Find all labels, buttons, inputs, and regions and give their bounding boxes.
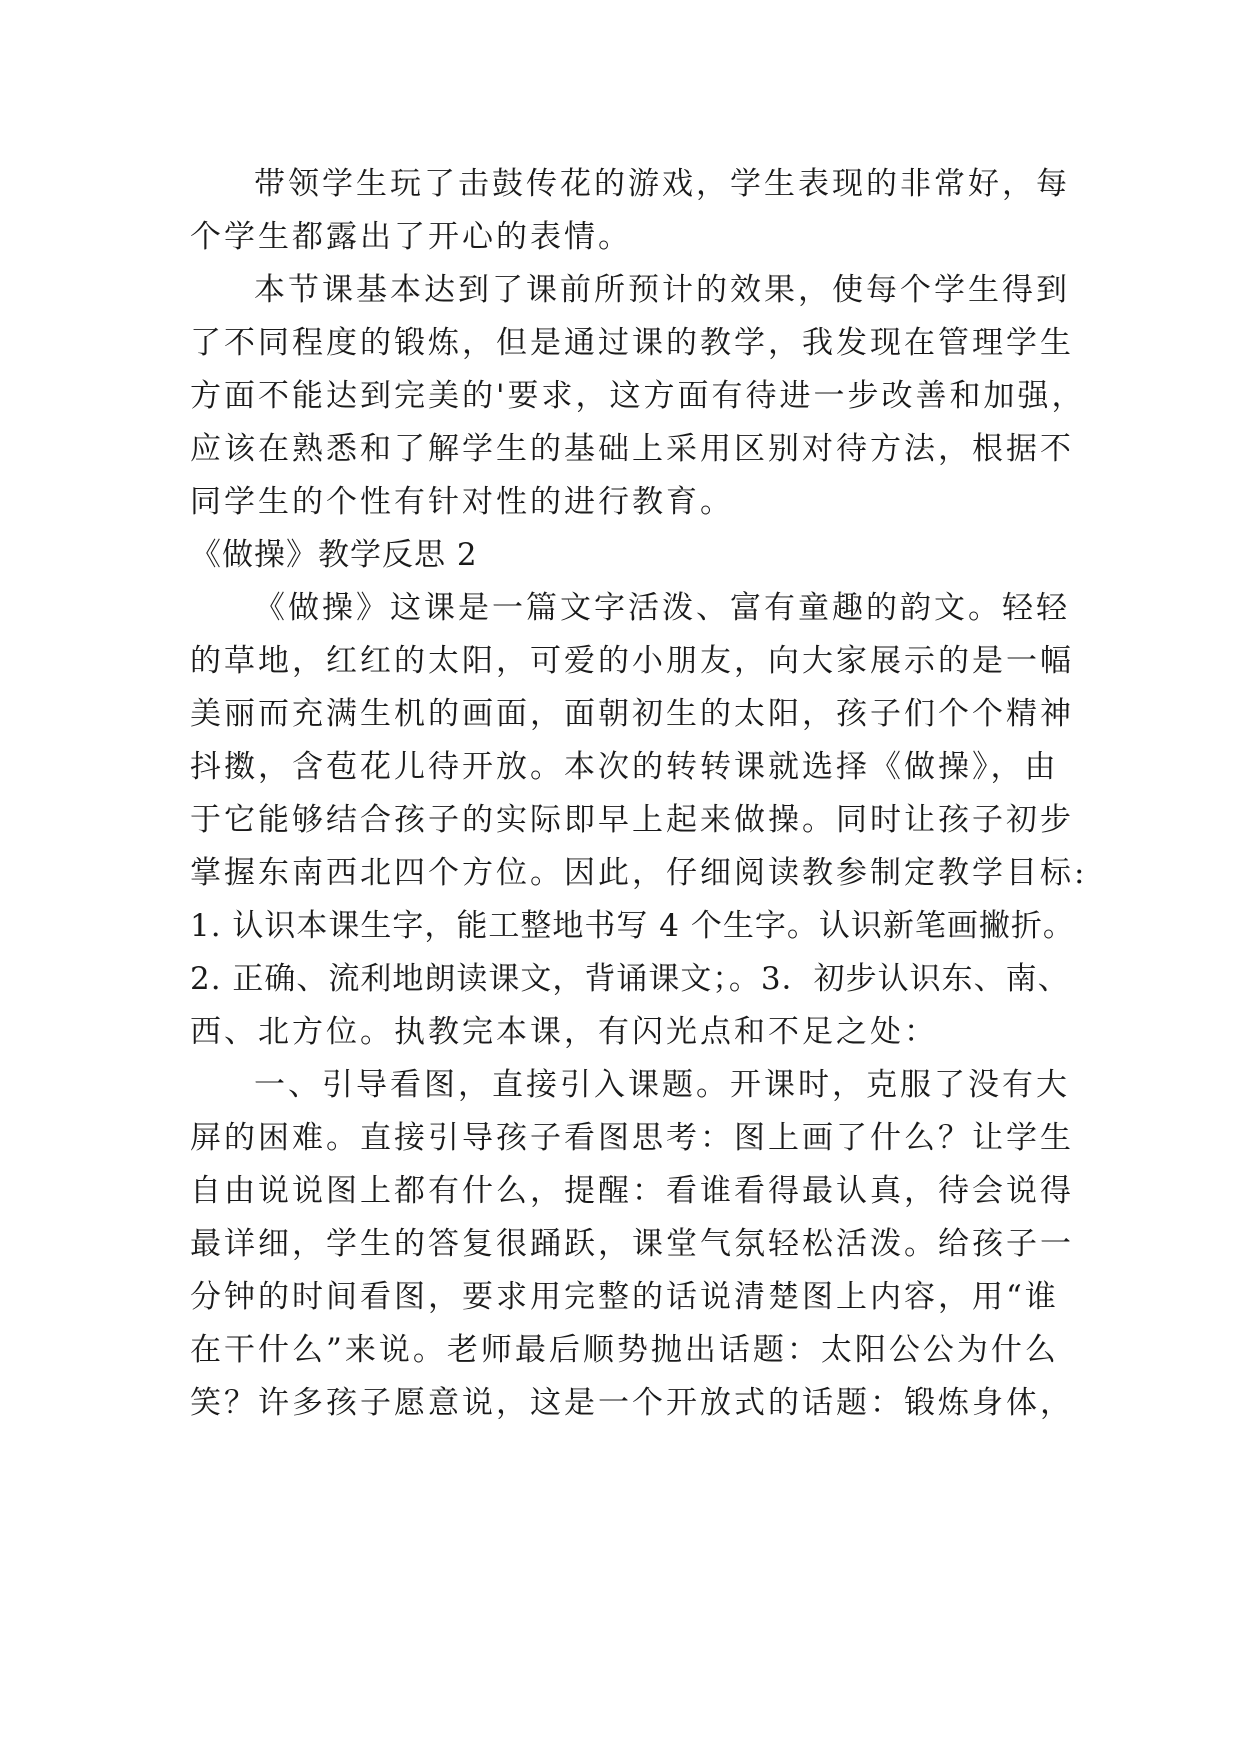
paragraph [190,582,1088,1059]
text-line: 笑？许多孩子愿意说，这是一个开放式的话题：锻炼身体， [190,1385,1074,1421]
text-line: 本节课基本达到了课前所预计的效果，使每个学生得到 [254,272,1070,308]
text-line: 西、北方位。执教完本课，有闪光点和不足之处： [190,1014,938,1050]
text-line: 最详细，学生的答复很踊跃，课堂气氛轻松活泼。给孩子一 [190,1226,1074,1262]
section-heading: 《做操》教学反思 2 [190,537,478,573]
text-line: 自由说说图上都有什么，提醒：看谁看得最认真，待会说得 [190,1173,1074,1209]
paragraph [190,264,1086,529]
paragraph [190,158,1070,264]
text-line: 在干什么”来说。老师最后顺势抛出话题：太阳公公为什么 [190,1332,1059,1368]
text-line: 方面不能达到完美的'要求，这方面有待进一步改善和加强， [190,378,1086,414]
text-line: 屏的困难。直接引导孩子看图思考：图上画了什么？让学生 [190,1120,1074,1156]
text-line: 掌握东南西北四个方位。因此，仔细阅读教参制定教学目标: [190,855,1088,891]
text-line: 了不同程度的锻炼，但是通过课的教学，我发现在管理学生 [190,325,1074,361]
text-line: 美丽而充满生机的画面，面朝初生的太阳，孩子们个个精神 [190,696,1074,732]
text-line: 《做操》这课是一篇文字活泼、富有童趣的韵文。轻轻 [254,590,1070,626]
text-line: 2. 正确、流利地朗读课文，背诵课文；。3．初步认识东、南、 [190,961,1070,997]
text-line: 应该在熟悉和了解学生的基础上采用区别对待方法，根据不 [190,431,1074,467]
text-line: 的草地，红红的太阳，可爱的小朋友，向大家展示的是一幅 [190,643,1074,679]
text-line: 1. 认识本课生字，能工整地书写 4 个生字。认识新笔画撇折。 [190,908,1075,944]
paragraph [190,1059,1074,1430]
text-line: 同学生的个性有针对性的进行教育。 [190,484,734,520]
text-line: 抖擞，含苞花儿待开放。本次的转转课就选择《做操》，由 [190,749,1059,785]
text-line: 于它能够结合孩子的实际即早上起来做操。同时让孩子初步 [190,802,1074,838]
text-line: 个学生都露出了开心的表情。 [190,219,632,255]
document-body [190,158,1088,1430]
text-line: 分钟的时间看图，要求用完整的话说清楚图上内容，用“谁 [190,1279,1059,1315]
text-line: 一、引导看图，直接引入课题。开课时，克服了没有大 [254,1067,1070,1103]
text-line: 带领学生玩了击鼓传花的游戏，学生表现的非常好，每 [254,166,1070,202]
